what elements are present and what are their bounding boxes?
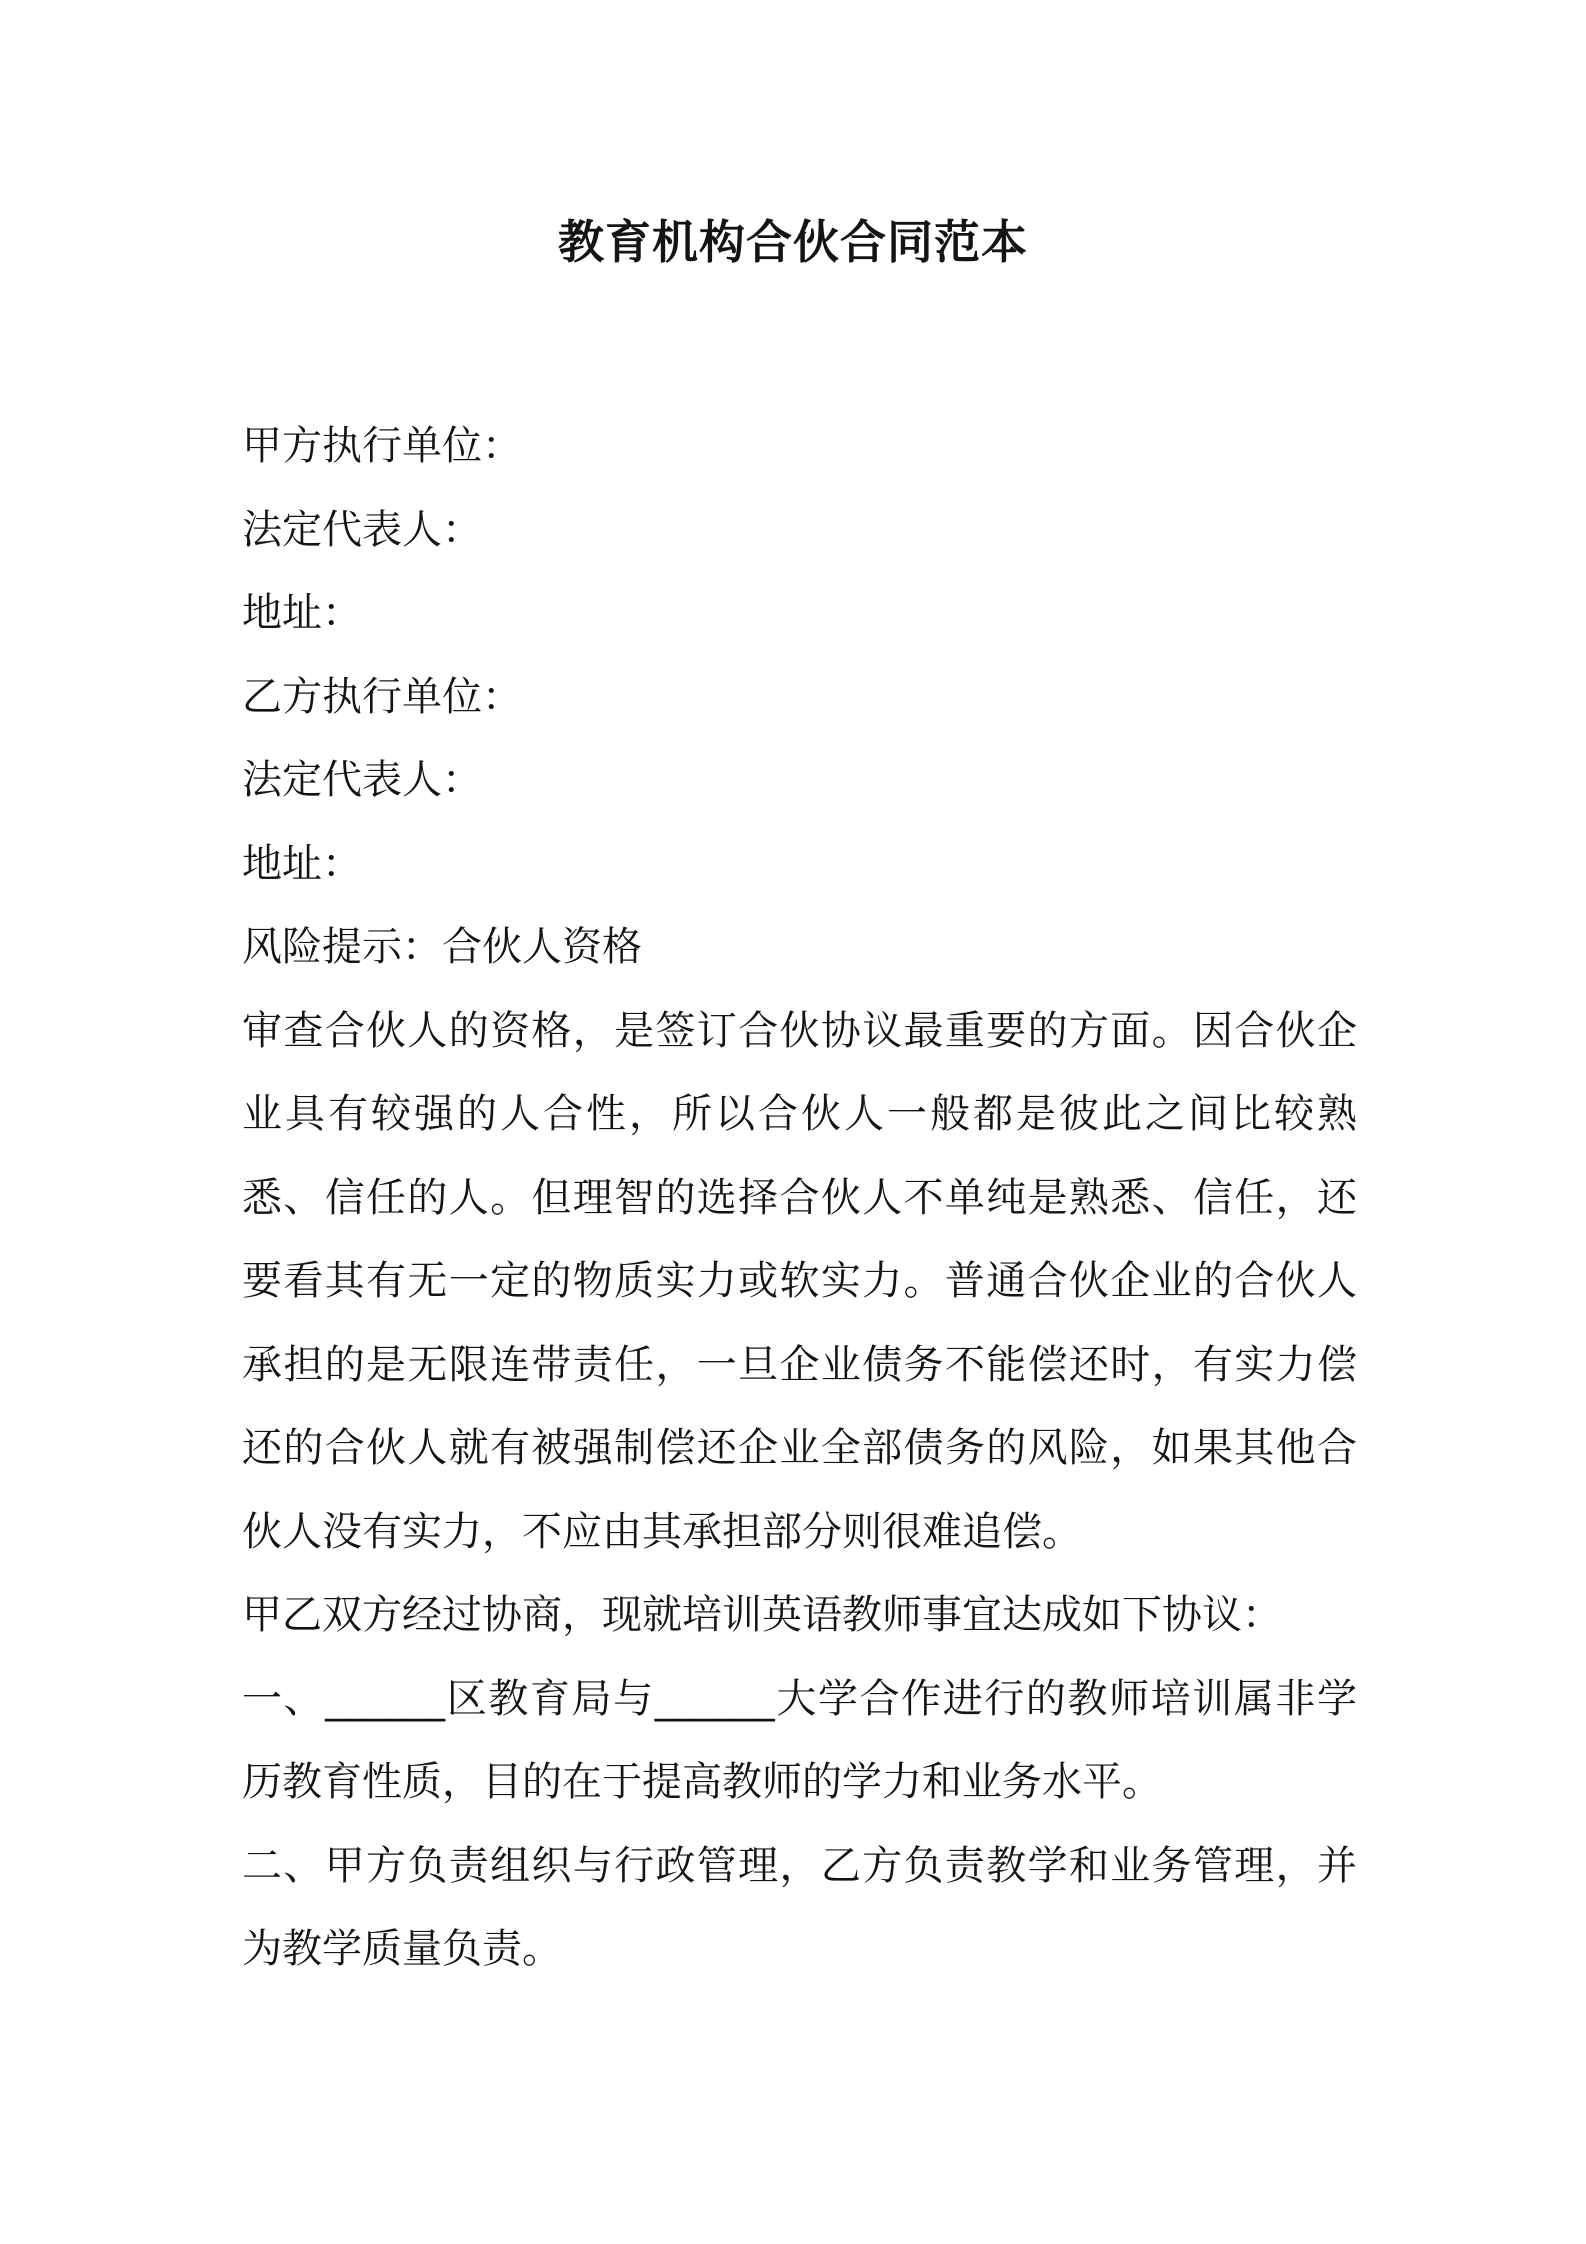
party-a-unit-label: 甲方执行单位：	[242, 423, 522, 469]
risk-paragraph: 审查合伙人的资格，是签订合伙协议最重要的方面。因合伙企业具有较强的人合性，所以合伙人一般都是彼此之间比较熟悉、信任的人。但理智的选择合伙人不单纯是熟悉、信任，还要看其有无一定的物质实力或软实力。普通合伙企业的合伙人承担的是无限连带责任，一旦企业债务不能偿还时，有实力偿还的合伙人就有被强制偿还企业全部债务的风险，如果其他合伙人没有实力，不应由其承担部分则很难追偿。	[242, 1007, 1357, 1555]
risk-heading: 风险提示：合伙人资格	[242, 924, 642, 970]
document-body	[242, 405, 1357, 1992]
clause-1: 一、______区教育局与______大学合作进行的教师培训属非学历教育性质，目的在于提高教师的学力和业务水平。	[242, 1675, 1357, 1805]
party-b-unit-label: 乙方执行单位：	[242, 673, 522, 720]
party-b-rep-label: 法定代表人：	[242, 757, 482, 803]
party-a-address-label: 地址：	[242, 590, 362, 636]
document-title: 教育机构合伙合同范本	[558, 215, 1028, 269]
agreement-intro: 甲乙双方经过协商，现就培训英语教师事宜达成如下协议：	[242, 1592, 1282, 1638]
party-b-address-label: 地址：	[242, 840, 362, 887]
clause-2: 二、甲方负责组织与行政管理，乙方负责教学和业务管理，并为教学质量负责。	[242, 1842, 1357, 1972]
party-a-rep-label: 法定代表人：	[242, 506, 482, 553]
